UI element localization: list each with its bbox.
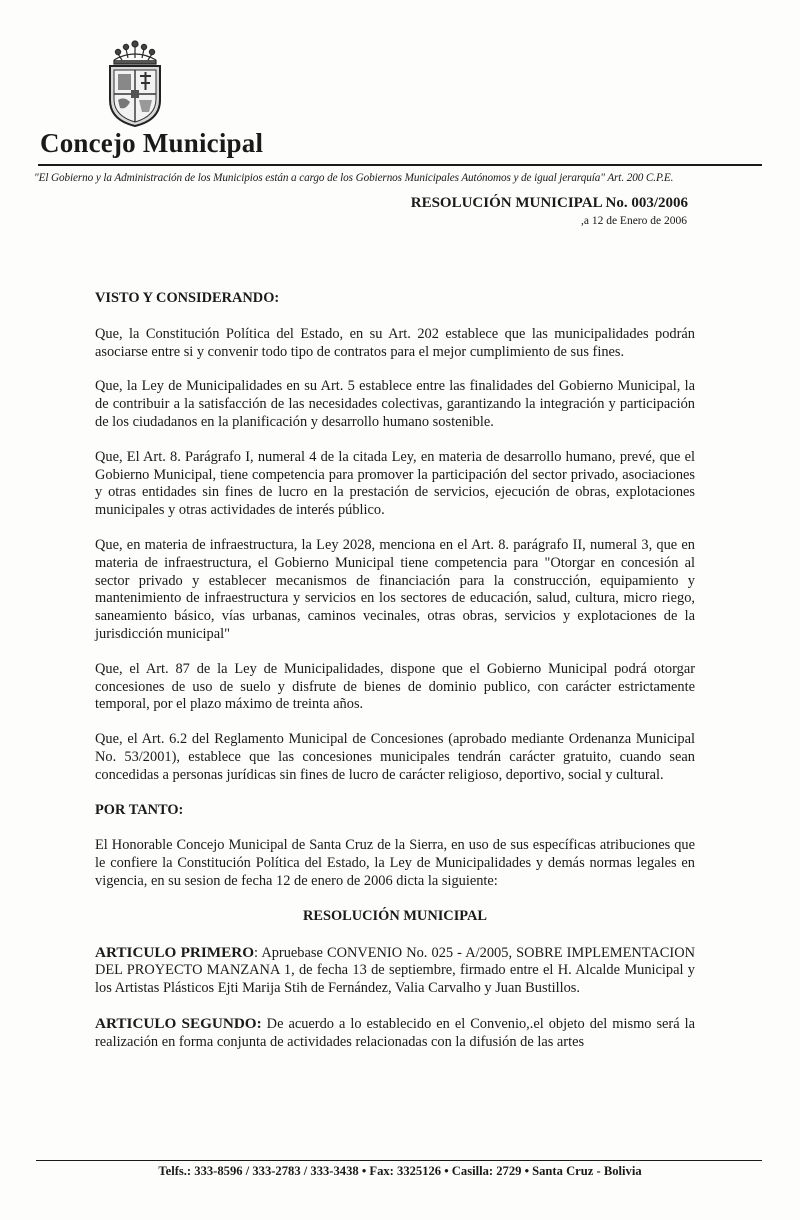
resolution-number-title: RESOLUCIÓN MUNICIPAL No. 003/2006	[410, 195, 688, 211]
resolution-date: ,a 12 de Enero de 2006	[580, 215, 687, 227]
por-tanto-paragraph: El Honorable Concejo Municipal de Santa Cruz de la Sierra, en uso de sus específicas atribuciones que le confiere la Constitución Política del Estado, la Ley de Municipalidades y demás normas legales en vigencia, en su sesion de fecha 12 de enero de 2006 dicta la siguiente:	[95, 837, 695, 889]
motto-quote: "El Gobierno y la Administración de los Municipios están a cargo de los Gobiernos Municipales Autónomos y de igual jerarquía" Art. 200 C.P.E.	[34, 172, 674, 184]
header-divider	[38, 164, 762, 166]
considerando-paragraph-6: Que, el Art. 6.2 del Reglamento Municipal de Concesiones (aprobado mediante Ordenanza Municipal No. 53/2001), establece que las concesiones municipales tendrán carácter gratuito, cuando sean concedidas a personas jurídicas sin fines de lucro de carácter religioso, deportivo, social y cultural.	[95, 731, 695, 783]
considerando-paragraph-1: Que, la Constitución Política del Estado, en su Art. 202 establece que las municipalidades podrán asociarse entre si y convenir todo tipo de contratos para el mejor cumplimiento de sus fines.	[95, 325, 695, 360]
document-body	[95, 290, 695, 1069]
considerando-paragraph-4: Que, en materia de infraestructura, la Ley 2028, menciona en el Art. 8. parágrafo II, numeral 3, que en materia de infraestructura, el Gobierno Municipal tiene competencia para "Otorgar en concesión al sector privado y establecer mecanismos de financiación para la construcción, equipamiento y mantenimiento de infraestructura y servicios en los sectores de educación, salud, cultura, micro riego, saneamiento básico, vías urbanas, caminos vecinales, otras obras, servicios y explotaciones de la jurisdicción municipal"	[95, 536, 695, 642]
organization-name: Concejo Municipal	[40, 128, 264, 158]
visto-considerando-heading: VISTO Y CONSIDERANDO:	[95, 290, 280, 306]
article-primero-text: : Apruebase CONVENIO No. 025 - A/2005, SOBRE IMPLEMENTACION DEL PROYECTO MANZANA 1, de fecha 13 de septiembre, firmado entre el H. Alcalde Municipal y los Artistas Plásticos Ejti Marija Stih de Fernández, Valia Carvalho y Juan Bustillos.	[95, 944, 695, 997]
resolution-heading: RESOLUCIÓN MUNICIPAL	[302, 907, 488, 924]
considerando-paragraph-3: Que, El Art. 8. Parágrafo I, numeral 4 de la citada Ley, en materia de desarrollo humano, prevé, que el Gobierno Municipal, tiene competencia para promover la participación del sector privado, asociaciones y otras entidades sin fines de lucro en la prestación de servicios, ejecución de obras, explotaciones municipales y otras actividades de interés público.	[95, 448, 695, 519]
coat-of-arms-icon	[104, 38, 166, 130]
footer-divider	[36, 1160, 762, 1161]
article-segundo-label: ARTICULO SEGUNDO:	[95, 1014, 262, 1032]
article-segundo-text: De acuerdo a lo establecido en el Convenio,.el objeto del mismo será la realización en forma conjunta de actividades relacionadas con la difusión de las artes	[95, 1015, 695, 1050]
footer-contact-info: Telfs.: 333-8596 / 333-2783 / 333-3438 • Fax: 3325126 • Casilla: 2729 • Santa Cruz - Bolivia	[158, 1164, 642, 1178]
article-primero	[95, 944, 695, 998]
considerando-paragraph-2: Que, la Ley de Municipalidades en su Art. 5 establece entre las finalidades del Gobierno Municipal, la de contribuir a la satisfacción de las necesidades colectivas, garantizando la integración y participación de los ciudadanos en la planificación y desarrollo humano sostenible.	[95, 378, 695, 430]
por-tanto-heading: POR TANTO:	[95, 801, 184, 818]
article-primero-label: ARTICULO PRIMERO	[95, 943, 255, 961]
article-segundo	[95, 1015, 695, 1052]
considerando-paragraph-5: Que, el Art. 87 de la Ley de Municipalidades, dispone que el Gobierno Municipal podrá otorgar concesiones de uso de suelo y disfrute de bienes de dominio publico, con carácter estrictamente temporal, por el plazo máximo de treinta años.	[95, 660, 695, 713]
